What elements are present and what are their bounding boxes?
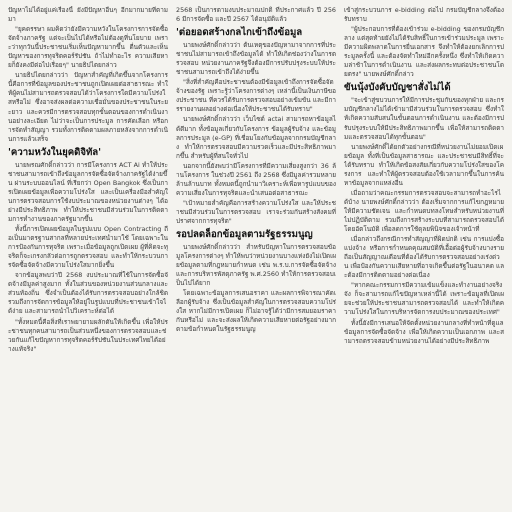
article-paragraph: "สิ่งที่สำคัญคือประชาชนต้องมีข้อมูลเข้าถึงการจัดซื้อจัดจ้างของรัฐ เพราะรู้ว่าโครงการต่างๆ เหล่านี้เป็นเงินภาษีของประชาชน ที่ควรได้รับการตรวจสอบอย่างเข้มข้น และมีการรายงานผลอย่างต่อเนื่องให้ประชาชนได้รับทราบ"	[176, 78, 336, 114]
article-column-3	[344, 6, 504, 512]
article-paragraph: "ทั้งหมดนี้คือสิ่งที่เราพยายามผลักดันให้เกิดขึ้น เพื่อให้ประชาชนทุกคนสามารถเป็นส่วนหนึ่งของการตรวจสอบและช่วยกันแก้ไขปัญหาการทุจริตคอร์รัปชันในประเทศไทยได้อย่างแท้จริง"	[8, 317, 168, 353]
article-paragraph: "เป้าหมายสำคัญคือการสร้างความโปร่งใส และให้ประชาชนมีส่วนร่วมในการตรวจสอบ เราจะร่วมกันสร้างสังคมที่ปราศจากการทุจริต"	[176, 198, 336, 225]
article-paragraph: 2568 เป็นการตามงบประมาณปกติ ที่ประกาศแล้ว ปี 2566 มีการจัดซื้อ และปี 2567 ได้อนุมัติแล้ว	[176, 6, 336, 24]
article-column-1	[8, 6, 168, 512]
article-paragraph: นายพงษ์ศักดิ์กล่าวว่า ต้นเหตุของปัญหามาจากการที่ประชาชนไม่สามารถเข้าถึงข้อมูลได้ ทำให้เกิดช่องว่างในการตรวจสอบ หน่วยงานภาครัฐจึงต้องมีการปรับปรุงระบบให้ประชาชนสามารถเข้าถึงได้ง่ายขึ้น	[176, 41, 336, 77]
section-heading: 'ต่อยอดสร้างกลไกเข้าถึงข้อมูล	[176, 27, 303, 39]
article-paragraph: ปัญหาไม่ได้อยู่แค่เรื่องนี้ ยังมีปัญหาอื่นๆ อีกมากมายที่ตามมา	[8, 6, 168, 24]
article-paragraph: นายพงษ์ศักดิ์กล่าวว่า สำหรับปัญหาในการตรวจสอบข้อมูลโครงการต่างๆ ทำให้พบว่าหน่วยงานบางแห่งยังไม่เปิดเผยข้อมูลตามที่กฎหมายกำหนด เช่น พ.ร.บ.การจัดซื้อจัดจ้างและการบริหารพัสดุภาครัฐ พ.ศ.2560 ทำให้การตรวจสอบเป็นไปได้ยาก	[176, 243, 336, 288]
article-paragraph: โดยเฉพาะข้อมูลการเสนอราคา และผลการพิจารณาคัดเลือกผู้รับจ้าง ซึ่งเป็นข้อมูลสำคัญในการตรวจสอบความโปร่งใส หากไม่มีการเปิดเผย ก็ไม่อาจรู้ได้ว่ามีการสมยอมราคากันหรือไม่ และจะส่งผลให้เกิดความเสียหายต่อรัฐอย่างมาก ตามข้อกำหนดในรัฐธรรมนูญ	[176, 289, 336, 334]
article-paragraph: "ยุคดรรษา ผมคิดว่ายังมีความหวังในโครงการการจัดซื้อจัดจ้างภาครัฐ แต่จะเป็นไปได้หรือไม่ต้องดูที่นโยบาย เพราะว่าทุกวันนี้ประชาชนเริ่มเห็นปัญหามากขึ้น ตื่นตัวและเห็นปัญหาของการทุจริตคอร์รัปชัน ถ้าไม่ทำอะไร ความเสียหายก็ยังคงมีต่อไปเรื่อยๆ" นายธิปไตยกล่าว	[8, 25, 168, 70]
article-paragraph: นอกจากนี้ยังพบว่ามีโครงการที่มีความเสี่ยงสูงกว่า 36 ล้านโครงการ ในช่วงปี 2561 ถึง 2568 ซึ่งมีมูลค่ารวมหลายล้านล้านบาท ทั้งหมดนี้ถูกนำมาวิเคราะห์เพื่อหารูปแบบของความเสี่ยงในการทุจริตและนำเสนอต่อสาธารณะ	[176, 161, 336, 197]
section-heading: ขันนุ้งบังคับบัญชาสั่งไม่ได้	[344, 82, 451, 94]
article-column-2	[176, 6, 336, 512]
section-heading: รอปลดล็อกข้อมูลตามรัฐธรรมนูญ	[176, 229, 313, 241]
article-paragraph: "จะเข้าสู่ขบวนการให้มีการประชุมกันของทุกฝ่าย และกรมบัญชีกลางไม่ได้เข้ามามีส่วนร่วมในการตรวจสอบ ซึ่งทำให้เกิดความสับสนในขั้นตอนการดำเนินงาน และต้องมีการปรับปรุงระบบให้มีประสิทธิภาพมากขึ้น เพื่อให้สามารถติดตามและตรวจสอบได้ทุกขั้นตอน"	[344, 96, 504, 141]
article-paragraph: "หากคณะกรรมการมีความเข้มแข็งและทำงานอย่างจริงจัง ก็จะสามารถแก้ไขปัญหาเหล่านี้ได้ เพราะข้อมูลที่เปิดเผยจะช่วยให้ประชาชนสามารถตรวจสอบได้ และทำให้เกิดความโปร่งใสในการบริหารจัดการงบประมาณของประเทศ"	[344, 281, 504, 317]
article-paragraph: ทั้งนี้การเปิดเผยข้อมูลในรูปแบบ Open Contracting ถือเป็นมาตรฐานสากลที่หลายประเทศนำมาใช้ โดยเฉพาะในการป้องกันการทุจริต เพราะเมื่อข้อมูลถูกเปิดเผย ผู้ที่คิดจะทุจริตก็จะเกรงกลัวต่อการถูกตรวจสอบ และทำให้กระบวนการจัดซื้อจัดจ้างมีความโปร่งใสมากยิ่งขึ้น	[8, 225, 168, 270]
section-heading: 'ความหวังในยุคดิจิทัล'	[8, 146, 102, 158]
article-paragraph: นายพงษ์ศักดิ์กล่าวว่า เว็บไซต์ actai สามารถหาข้อมูลได้ดีมาก ทั้งข้อมูลเกี่ยวกับโครงการ ข้อมูลผู้รับจ้าง และข้อมูลการประมูล (e-GP) ที่เชื่อมโยงกับข้อมูลจากกรมบัญชีกลาง ทำให้การตรวจสอบมีความรวดเร็วและมีประสิทธิภาพมากขึ้น สำหรับผู้ที่สนใจทั่วไป	[176, 115, 336, 160]
article-paragraph: นายพงษ์ศักดิ์ได้ยกตัวอย่างกรณีที่หน่วยงานไม่ยอมเปิดเผยข้อมูล ทั้งที่เป็นข้อมูลสาธารณะ และประชาชนมีสิทธิ์ที่จะได้รับทราบ ทำให้เกิดข้อสงสัยเกี่ยวกับความโปร่งใสของโครงการ และทำให้ผู้ตรวจสอบต้องใช้เวลามากขึ้นในการค้นหาข้อมูลจากแหล่งอื่น	[344, 142, 504, 187]
article-paragraph: เมื่อถามว่าคณะกรรมการตรวจสอบจะสามารถทำอะไรได้บ้าง นายพงษ์ศักดิ์กล่าวว่า ต้องเริ่มจากการแก้ไขกฎหมายให้มีความชัดเจน และกำหนดบทลงโทษสำหรับหน่วยงานที่ไม่ปฏิบัติตาม รวมถึงการสร้างระบบที่สามารถตรวจสอบได้โดยอัตโนมัติ เพื่อลดการใช้ดุลยพินิจของเจ้าหน้าที่	[344, 188, 504, 234]
article-paragraph: เมื่อกล่าวถึงกรณีการทำสัญญาที่ผิดปกติ เช่น การแบ่งซื้อแบ่งจ้าง หรือการกำหนดคุณสมบัติที่เอื้อต่อผู้รับจ้างบางราย ถือเป็นสัญญาณเตือนที่ต้องได้รับการตรวจสอบอย่างเร่งด่วน เพื่อป้องกันความเสียหายที่อาจเกิดขึ้นต่อรัฐในอนาคต และต้องมีการติดตามอย่างต่อเนื่อง	[344, 235, 504, 280]
article-paragraph: นายธิปไตยกล่าวว่า ปัญหาสำคัญที่เกิดขึ้นจากโครงการนี้คือการที่ข้อมูลของประชาชนถูกเปิดเผยต่อสาธารณะ ทำให้ผู้คนไม่สามารถตรวจสอบได้ว่าโครงการใดมีความโปร่งใสหรือไม่ ซึ่งอาจส่งผลต่อความเชื่อมั่นของประชาชนในระยะยาว และควรมีการตรวจสอบทุกขั้นตอนของการดำเนินงานอย่างละเอียด ไม่ว่าจะเป็นการประมูล การคัดเลือก หรือการจัดทำสัญญา รวมทั้งการติดตามผลภายหลังจากการดำเนินการแล้วเสร็จ	[8, 71, 168, 143]
article-paragraph: นายพรณศักดิ์กล่าวว่า การมีโครงการ ACT Ai ทำให้ประชาชนสามารถเข้าถึงข้อมูลการจัดซื้อจัดจ้างภาครัฐได้ง่ายขึ้น ผ่านระบบออนไลน์ ที่เรียกว่า Open Bangkok ซึ่งเป็นการเปิดเผยข้อมูลเพื่อความโปร่งใส และเป็นเครื่องมือสำคัญในการตรวจสอบการใช้งบประมาณของหน่วยงานต่างๆ ได้อย่างมีประสิทธิภาพ ทำให้ประชาชนมีส่วนร่วมในการติดตามการทำงานของภาครัฐมากขึ้น	[8, 160, 168, 223]
article-paragraph: เข้าสู่กระบวนการ e-bidding ต่อไป กรมบัญชีกลางจึงต้องรับทราบ	[344, 6, 504, 24]
article-paragraph: ทั้งนี้ยังมีการเสนอให้จัดตั้งหน่วยงานกลางที่ทำหน้าที่ดูแลข้อมูลการจัดซื้อจัดจ้าง เพื่อให้เกิดความเป็นเอกภาพ และสามารถตรวจสอบข้ามหน่วยงานได้อย่างมีประสิทธิภาพ	[344, 318, 504, 345]
article-paragraph: "ผู้ประกอบการที่ต้องเข้าร่วม e-bidding ของกรมบัญชีกลาง แต่สุดท้ายยังไม่ได้รับสิทธิ์ในการเข้าร่วมประมูล เพราะมีความผิดพลาดในการยื่นเอกสาร จึงทำให้ต้องยกเลิกการประมูลครั้งนี้ และต้องจัดทำใหม่อีกครั้งหนึ่ง ซึ่งทำให้เกิดความล่าช้าในการดำเนินงาน และส่งผลกระทบต่อประชาชนโดยตรง" นายพงษ์ศักดิ์กล่าว	[344, 25, 504, 79]
article-paragraph: จากข้อมูลพบว่าปี 2568 งบประมาณที่ใช้ในการจัดซื้อจัดจ้างมีมูลค่าสูงมาก ทั้งในส่วนของหน่วยงานส่วนกลางและส่วนท้องถิ่น ซึ่งจำเป็นต้องได้รับการตรวจสอบอย่างใกล้ชิด รวมถึงการจัดการข้อมูลให้อยู่ในรูปแบบที่ประชาชนเข้าใจได้ง่าย และสามารถนำไปวิเคราะห์ต่อได้	[8, 271, 168, 316]
